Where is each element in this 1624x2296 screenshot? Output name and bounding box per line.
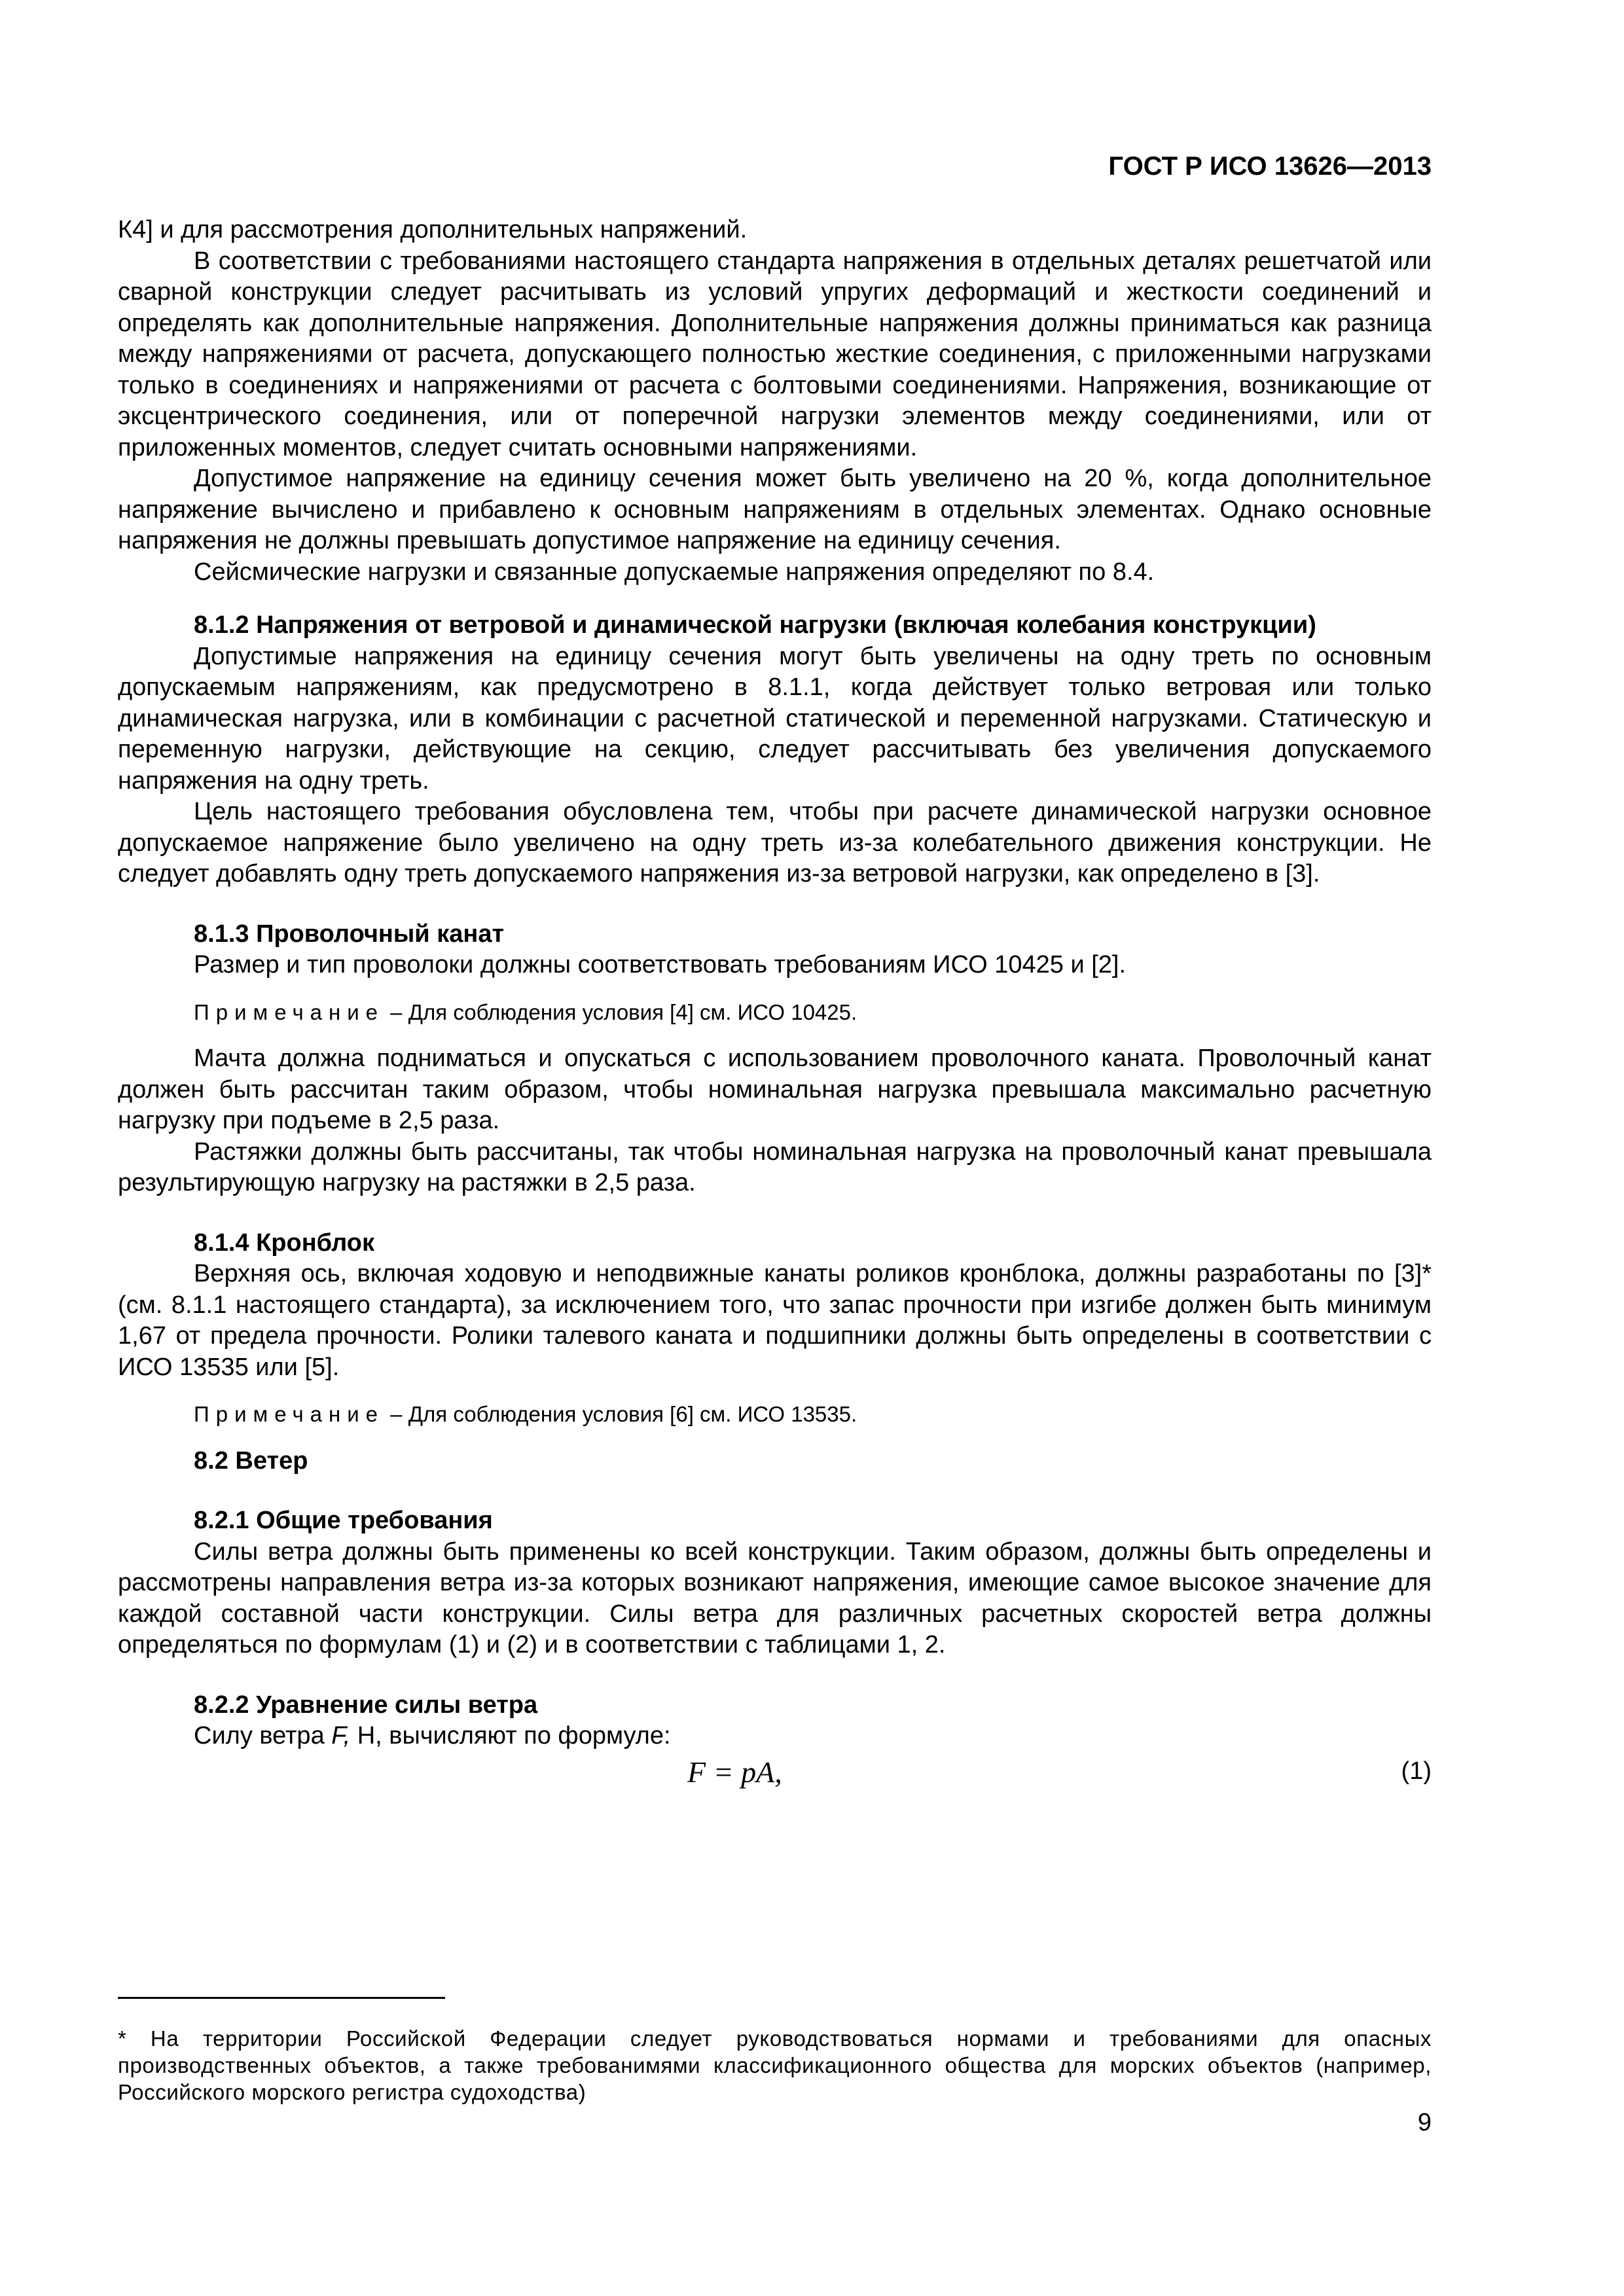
paragraph: Сейсмические нагрузки и связанные допускаемые напряжения определяют по 8.4. [194, 558, 1155, 586]
paragraph: Верхняя ось, включая ходовую и неподвижные канаты роликов кронблока, должны разработаны по [3]* (см. 8.1.1 настоящего стандарта), за исключением того, что запас прочности при изгибе должен быть минимум 1,67 от предела прочности. Ролики талевого каната и подшипники должны быть определены в соответствии с ИСО 13535 или [5]. [118, 1260, 1432, 1381]
paragraph [118, 1721, 1432, 1752]
note-label: Примечание [194, 999, 385, 1024]
document-body [118, 215, 1432, 1794]
formula: F = pA, [687, 1755, 782, 1789]
note [118, 1399, 1432, 1430]
formula-row [118, 1755, 1432, 1794]
paragraph: Допустимое напряжение на единицу сечения может быть увеличено на 20 %, когда дополнительное напряжение вычислено и прибавлено к основным напряжениям в отдельных элементах. Однако основные напряжения не должны превышать допустимое напряжение на единицу сечения. [118, 465, 1432, 554]
section-heading-8-2-1: 8.2.1 Общие требования [194, 1507, 493, 1534]
paragraph: Силы ветра должны быть применены ко всей конструкции. Таким образом, должны быть определены и рассмотрены направления ветра из-за которых возникают напряжения, имеющие самое высокое значение для каждой составной части конструкции. Силы ветра для различных расчетных скоростей ветра должны определяться по формулам (1) и (2) и в соответствии с таблицами 1, 2. [118, 1537, 1432, 1659]
section-heading-8-1-3: 8.1.3 Проволочный канат [194, 920, 505, 948]
section-heading-8-1-4: 8.1.4 Кронблок [194, 1229, 375, 1257]
paragraph: Растяжки должны быть рассчитаны, так чтобы номинальная нагрузка на проволочный канат превышала результирующую нагрузку на растяжки в 2,5 раза. [118, 1138, 1432, 1196]
note-text: – Для соблюдения условия [6] см. ИСО 13535. [384, 1402, 857, 1426]
section-heading-8-1-2: 8.1.2 Напряжения от ветровой и динамической нагрузки (включая колебания конструкции) [194, 611, 1316, 639]
variable-symbol: F, [331, 1722, 351, 1749]
formula-number: (1) [1401, 1757, 1432, 1785]
text-run: Н, вычисляют по формуле: [350, 1722, 671, 1749]
section-heading-8-2: 8.2 Ветер [194, 1446, 308, 1475]
note-label: Примечание [194, 1402, 385, 1426]
paragraph: Допустимые напряжения на единицу сечения могут быть увеличены на одну треть по основным допускаемым напряжениям, как предусмотрено в 8.1.1, когда действует только ветровая или только динамическая нагрузка, или в комбинации с расчетной статической и переменной нагрузками. Статическую и переменную нагрузки, действующие на секцию, следует рассчитывать без увеличения допускаемого напряжения на одну треть. [118, 642, 1432, 795]
paragraph: Цель настоящего требования обусловлена тем, чтобы при расчете динамической нагрузки основное допускаемое напряжение было увеличено на одну треть из-за колебательного движения конструкции. Не следует добавлять одну треть допускаемого напряжения из-за ветровой нагрузки, как определено в [3]. [118, 798, 1432, 888]
footnote: * На территории Российской Федерации следует руководствоваться нормами и требованиями для опасных производственных объектов, а также требованимями классификационного общества для морских объектов (например, Российского морского регистра судоходства) [118, 2026, 1432, 2104]
note-text: – Для соблюдения условия [4] см. ИСО 10425. [384, 999, 857, 1024]
section-heading-8-2-2: 8.2.2 Уравнение силы ветра [194, 1691, 538, 1719]
paragraph: К4] и для рассмотрения дополнительных напряжений. [118, 216, 748, 243]
paragraph: В соответствии с требованиями настоящего стандарта напряжения в отдельных деталях решетчатой или сварной конструкции следует расчитывать из условий упругих деформаций и жесткости соединений и определять как дополнительные напряжения. Дополнительные напряжения должны приниматься как разница между напряжениями от расчета, допускающего полностью жесткие соединения, с приложенными нагрузками только в соединениях и напряжениями от расчета с болтовыми соединениями. Напряжения, возникающие от эксцентрического соединения, или от поперечной нагрузки элементов между соединениями, или от приложенных моментов, следует считать основными напряжениями. [118, 247, 1432, 461]
paragraph: Мачта должна подниматься и опускаться с использованием проволочного каната. Проволочный канат должен быть рассчитан таким образом, чтобы номинальная нагрузка превышала максимально расчетную нагрузку при подъеме в 2,5 раза. [118, 1045, 1432, 1134]
note [118, 997, 1432, 1028]
document-header: ГОСТ Р ИСО 13626—2013 [1108, 152, 1432, 181]
page-number: 9 [1417, 2109, 1432, 2136]
footnote-divider [118, 1997, 445, 1999]
text-run: Силу ветра [194, 1722, 332, 1749]
paragraph: Размер и тип проволоки должны соответствовать требованиям ИСО 10425 и [2]. [194, 951, 1127, 978]
